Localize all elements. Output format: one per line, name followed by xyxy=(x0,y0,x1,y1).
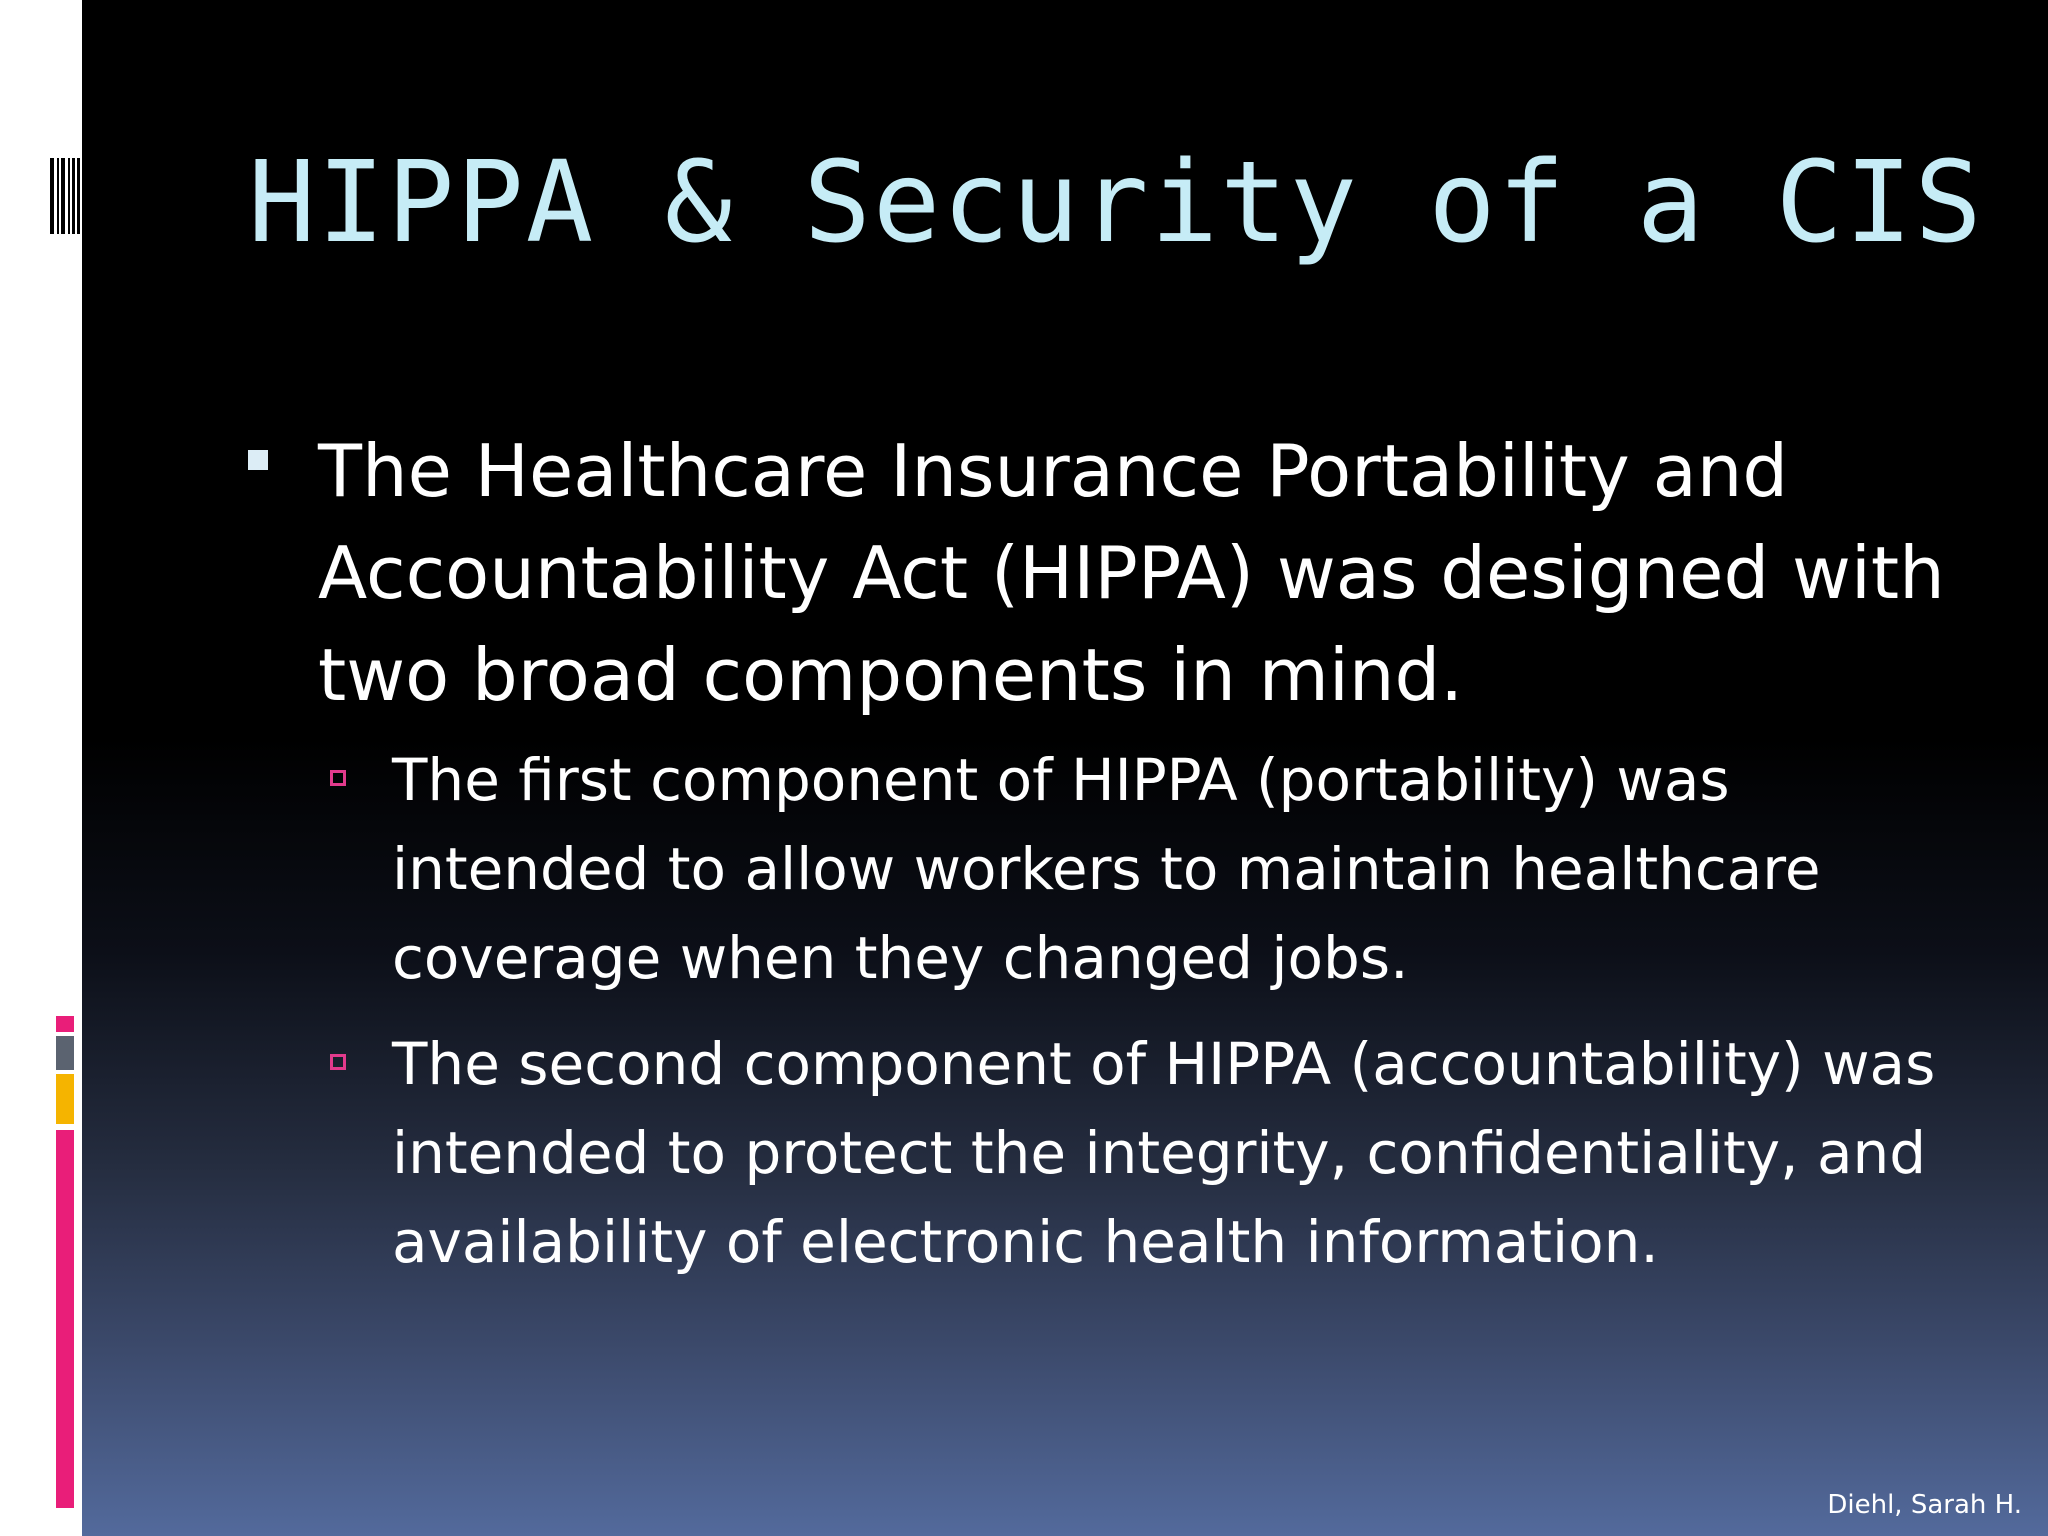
footer-author: Diehl, Sarah H. xyxy=(1827,1490,2022,1520)
hollow-square-bullet-icon xyxy=(330,770,346,786)
accent-bar-yellow xyxy=(56,1074,74,1124)
sub-bullet-text: The second component of HIPPA (accountability) was intended to protect the integrity, confidentiality, and availability of electronic health information. xyxy=(392,1030,1936,1276)
accent-bar-gray xyxy=(56,1036,74,1070)
accent-bar-pink-long xyxy=(56,1130,74,1508)
square-bullet-icon xyxy=(248,450,268,470)
accent-bar-pink-small xyxy=(56,1016,74,1032)
hollow-square-bullet-icon xyxy=(330,1054,346,1070)
left-decor-strip xyxy=(0,0,82,1536)
slide-title: HIPPA & Security of a CIS xyxy=(248,138,1984,268)
barcode-decoration xyxy=(50,158,80,234)
sub-bullet-text: The first component of HIPPA (portability) was intended to allow workers to maintain healthcare coverage when they changed jobs. xyxy=(392,746,1821,992)
bullet-main-text: The Healthcare Insurance Portability and Accountability Act (HIPPA) was designed with two broad components in mind. xyxy=(318,429,1945,717)
